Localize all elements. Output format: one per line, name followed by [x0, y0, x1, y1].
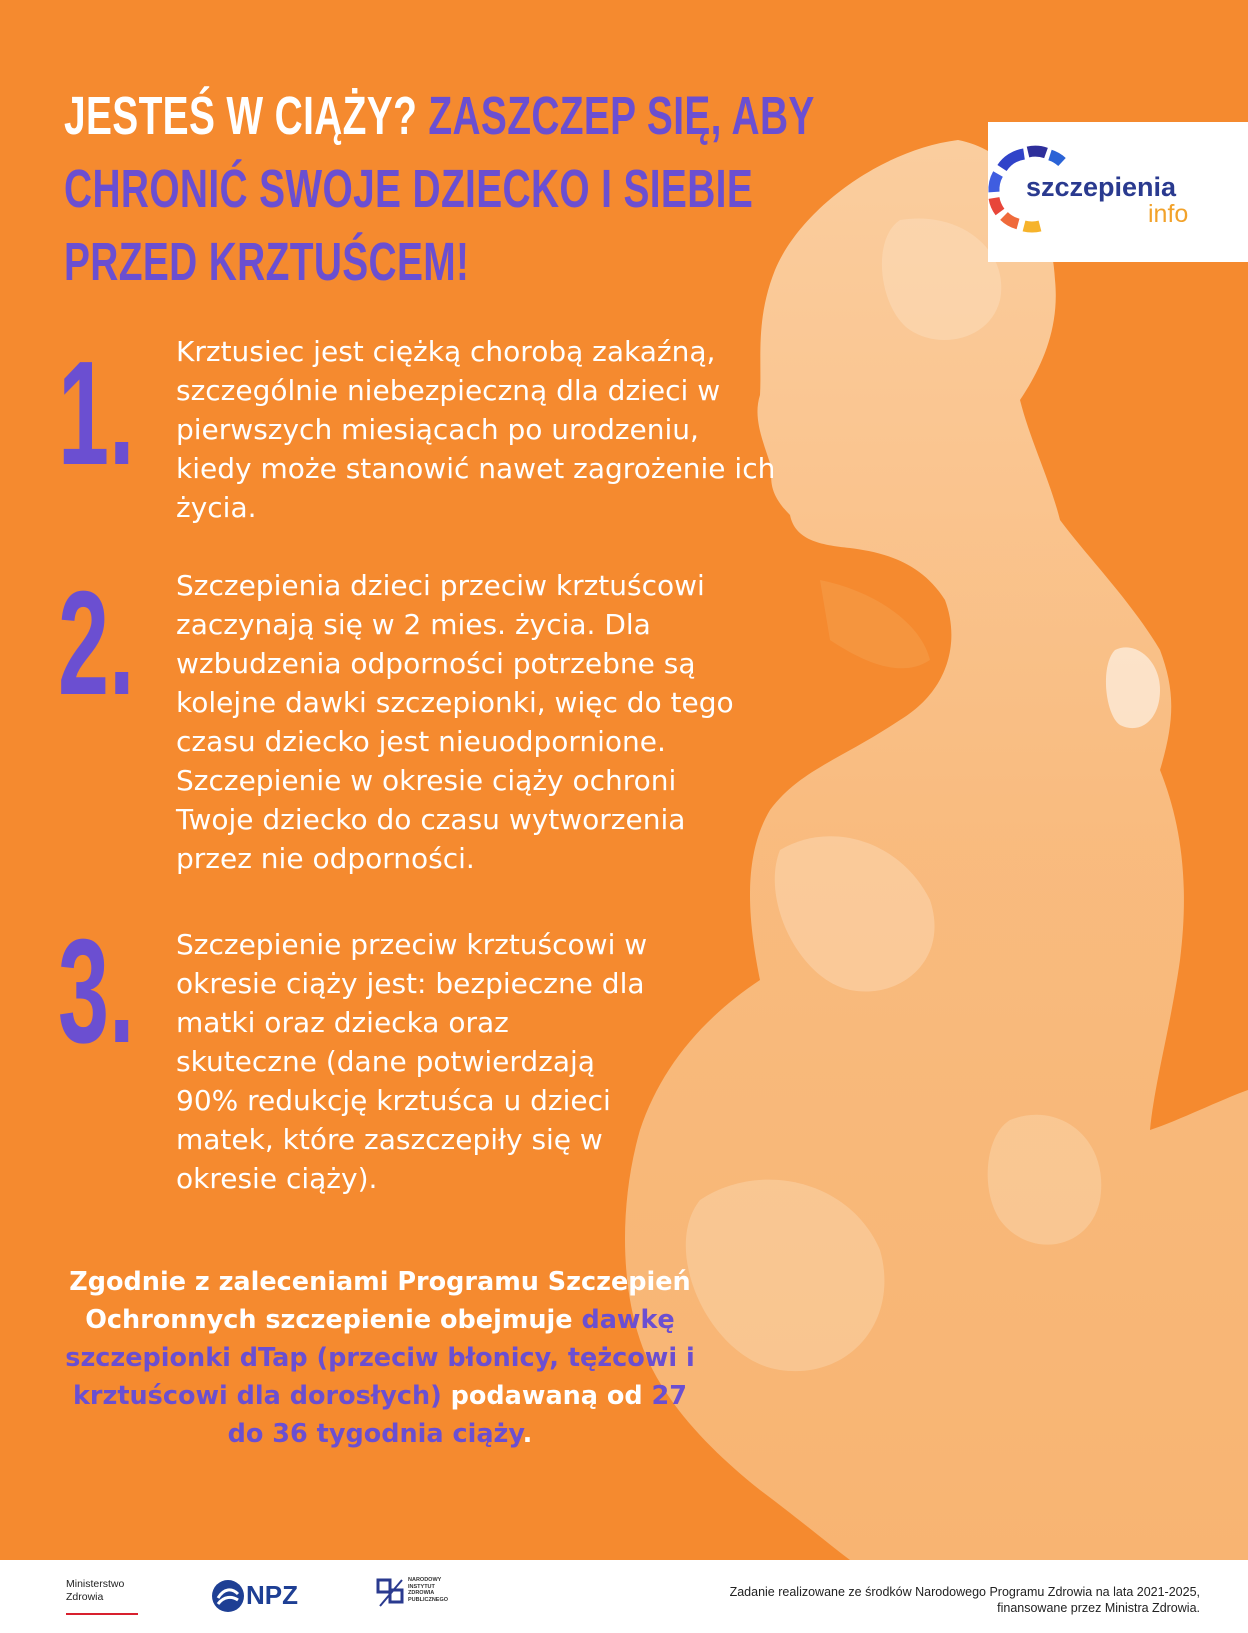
logo-word-info: info — [1148, 200, 1189, 228]
item-1-text: Krztusiec jest ciężką chorobą zakaźną, szczególnie niebezpieczną dla dzieci w pierwszych miesiącach po urodzeniu, kiedy może stanowić nawet zagrożenie ich życia. — [176, 335, 776, 524]
ministry-logo-line — [66, 1613, 138, 1615]
npz-logo-text: NPZ — [246, 1580, 298, 1610]
title-call-to-action: ZASZCZEP SIĘ, ABY CHRONIĆ SWOJE DZIECKO I SIEBIE PRZED KRZTUŚCEM! — [64, 86, 815, 292]
note-part-1: Zgodnie z zaleceniami Programu Szczepień Ochronnych szczepienie obejmuje — [69, 1267, 691, 1335]
recommendation-note — [60, 1263, 700, 1453]
ministry-of-health-logo: Ministerstwo Zdrowia — [66, 1578, 125, 1603]
nizp-logo-text: NARODOWY INSTYTUT ZDROWIA PUBLICZNEGO — [408, 1577, 449, 1603]
logo-word-szczepienia: szczepienia — [1026, 172, 1177, 202]
note-vaccine-dose: dawkę szczepionki dTap (przeciw błonicy, tężcowi i krztuścowi dla dorosłych) — [65, 1305, 695, 1411]
title-question: JESTEŚ W CIĄŻY? — [64, 86, 418, 146]
item-2-number: 2. — [58, 561, 135, 726]
item-2-text: Szczepienia dzieci przeciw krztuścowi zaczynają się w 2 mies. życia. Dla wzbudzenia odporności potrzebne są kolejne dawki szczepionki, więc do tego czasu dziecko jest nieuodpornione. Szczepienie w okresie ciąży ochroni Twoje dziecko do czasu wytworzenia przez nie odporności. — [176, 569, 734, 875]
note-part-3: podawaną od — [441, 1381, 652, 1411]
funding-note: Zadanie realizowane ze środków Narodowego Programu Zdrowia na lata 2021-2025, finansowane przez Ministra Zdrowia. — [729, 1585, 1200, 1615]
item-3-text: Szczepienie przeciw krztuścowi w okresie ciąży jest: bezpieczne dla matki oraz dziecka oraz skuteczne (dane potwierdzają 90% redukcję krztuśca u dzieci matek, które zaszczepiły się w okresie ciąży). — [176, 928, 648, 1195]
npz-logo-icon — [210, 1578, 246, 1614]
note-weeks: 27 do 36 tygodnia ciąży — [227, 1381, 688, 1449]
item-3-number: 3. — [58, 909, 135, 1074]
note-part-5: . — [522, 1419, 533, 1449]
item-1-number: 1. — [58, 331, 135, 496]
nizp-logo-icon — [376, 1576, 406, 1610]
page-title — [64, 80, 842, 299]
